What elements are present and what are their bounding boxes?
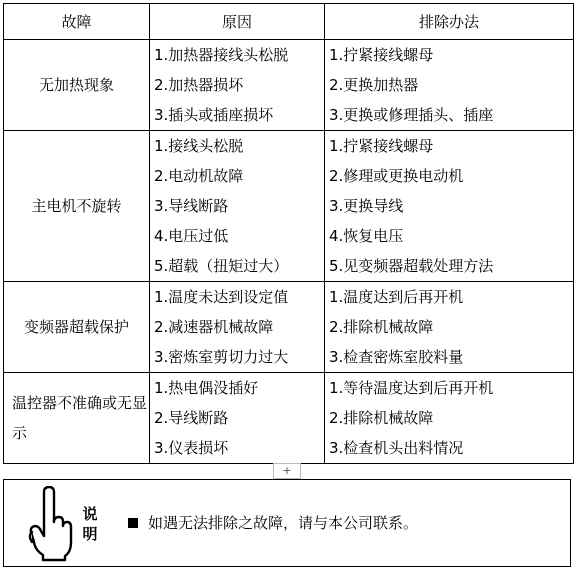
- table-row: [4, 131, 574, 282]
- add-row-button[interactable]: +: [273, 463, 301, 479]
- cause-item: 1.接线头松脱: [154, 137, 244, 155]
- remedy-item: 1.温度达到后再开机: [329, 288, 464, 306]
- remedy-item: 2.更换加热器: [329, 76, 419, 94]
- remedy-item: 2.排除机械故障: [329, 318, 434, 336]
- cause-item: 2.加热器损坏: [154, 76, 244, 94]
- cause-item: 5.超载（扭矩过大）: [154, 257, 289, 275]
- remedy-item: 2.排除机械故障: [329, 409, 434, 427]
- note-text: 如遇无法排除之故障，请与本公司联系。: [148, 514, 419, 532]
- remedy-item: 2.修理或更换电动机: [329, 167, 464, 185]
- note-label-char: 明: [82, 525, 98, 543]
- square-bullet-icon: [128, 518, 138, 528]
- header-remedy: 排除办法: [325, 4, 574, 40]
- cause-item: 2.电动机故障: [154, 167, 244, 185]
- cause-item: 3.导线断路: [154, 197, 229, 215]
- cause-cell: [150, 282, 325, 373]
- cause-cell: [150, 373, 325, 464]
- remedy-cell: [325, 40, 574, 131]
- fault-table: [3, 3, 574, 464]
- cause-item: 3.密炼室剪切力过大: [154, 348, 289, 366]
- header-cause: 原因: [150, 4, 325, 40]
- table-row: [4, 40, 574, 131]
- fault-cell: 温控器不准确或无显示: [4, 373, 150, 464]
- fault-cell: 无加热现象: [4, 40, 150, 131]
- note-box: [3, 479, 571, 567]
- remedy-item: 3.更换导线: [329, 197, 404, 215]
- pointing-hand-icon: [28, 486, 74, 562]
- cause-cell: [150, 131, 325, 282]
- cause-item: 3.插头或插座损坏: [154, 106, 274, 124]
- cause-item: 1.温度未达到设定值: [154, 288, 289, 306]
- cause-cell: [150, 40, 325, 131]
- cause-item: 1.加热器接线头松脱: [154, 46, 289, 64]
- note-label: [80, 504, 100, 544]
- remedy-cell: [325, 131, 574, 282]
- cause-item: 1.热电偶没插好: [154, 379, 259, 397]
- remedy-item: 3.检查机头出料情况: [329, 439, 464, 457]
- note-label-char: 说: [82, 505, 98, 523]
- cause-item: 4.电压过低: [154, 227, 229, 245]
- remedy-item: 1.等待温度达到后再开机: [329, 379, 494, 397]
- cause-item: 2.导线断路: [154, 409, 229, 427]
- remedy-item: 5.见变频器超载处理方法: [329, 257, 494, 275]
- remedy-item: 3.检查密炼室胶料量: [329, 348, 464, 366]
- header-fault: 故障: [4, 4, 150, 40]
- cause-item: 2.减速器机械故障: [154, 318, 274, 336]
- remedy-item: 4.恢复电压: [329, 227, 404, 245]
- remedy-cell: [325, 373, 574, 464]
- cause-item: 3.仪表损坏: [154, 439, 229, 457]
- remedy-item: 1.拧紧接线螺母: [329, 137, 434, 155]
- remedy-item: 3.更换或修理插头、插座: [329, 106, 494, 124]
- table-row: [4, 373, 574, 464]
- fault-cell: 变频器超载保护: [4, 282, 150, 373]
- remedy-cell: [325, 282, 574, 373]
- table-row: [4, 282, 574, 373]
- fault-cell: 主电机不旋转: [4, 131, 150, 282]
- table-header-row: [4, 4, 574, 40]
- remedy-item: 1.拧紧接线螺母: [329, 46, 434, 64]
